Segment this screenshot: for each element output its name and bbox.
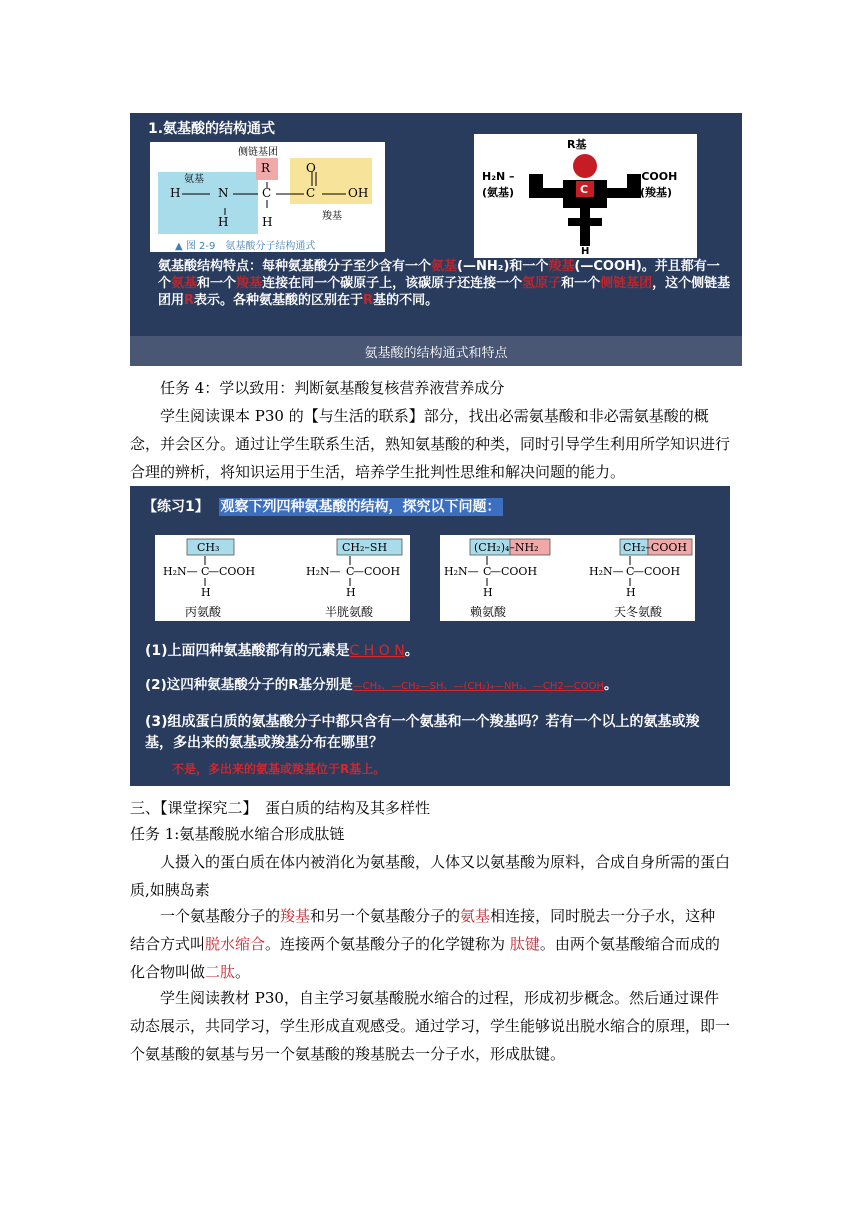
mol-4-c: C [626, 565, 635, 578]
mol-2-name: 半胱氨酸 [325, 605, 374, 619]
task4-paragraph: 学生阅读课本 P30 的【与生活的联系】部分，找出必需氨基酸和非必需氨基酸的概念，并会区分。通过让学生联系生活，熟知氨基酸的种类，同时引导学生利用所学知识进行合理的辨析，将知识运用于生活，培养学生批判性思维和解决问题的能力。 [130, 407, 731, 481]
mol-4-right: —COOH [633, 565, 681, 578]
feature-text: 氨基酸结构特点：每种氨基酸分子至少含有一个氨基(—NH₂)和一个羧基(—COOH)。并且都有一个氨基和一个羧基连接在同一个碳原子上，该碳原子还连接一个氢原子和一个侧链基团，这个侧链基团用R表示。各种氨基酸的区别在于R基的不同。 [158, 259, 731, 308]
exercise-title: 【练习1】 观察下列四种氨基酸的结构，探究以下问题： [143, 499, 501, 515]
mol-1-right: —COOH [208, 565, 256, 578]
mol-3-c: C [483, 565, 492, 578]
mol-1-name: 丙氨酸 [185, 605, 222, 619]
mol-4-h: H [626, 586, 636, 599]
section3-task1: 任务 1:氨基酸脱水缩合形成肽链 [130, 825, 345, 843]
mol-4-r: CH₂–COOH [623, 541, 687, 554]
mol-1-c: C [201, 565, 210, 578]
formula-r: R [261, 161, 271, 175]
mol-3-h: H [483, 586, 493, 599]
mol-4-name: 天冬氨酸 [614, 605, 663, 619]
robot-left-label-1: H₂N – [482, 170, 515, 183]
mol-3-right: —COOH [490, 565, 538, 578]
robot-r-label: R基 [567, 138, 587, 151]
side-chain-label: 侧链基团 [238, 147, 278, 158]
mol-2-r: CH₂–SH [342, 541, 388, 554]
mol-1-left: H₂N— [163, 565, 198, 578]
formula-h-n: H [218, 215, 229, 229]
mol-2-h: H [346, 586, 356, 599]
robot-right-label-1: – COOH [632, 170, 678, 183]
formula-h-c: H [262, 215, 273, 229]
question-1: (1)上面四种氨基酸都有的元素是C H O N。 [145, 643, 419, 659]
answer-3: 不是，多出来的氨基或羧基位于R基上。 [172, 762, 386, 776]
mol-1-h: H [201, 586, 211, 599]
task4-heading: 任务 4：学以致用：判断氨基酸复核营养液营养成分 [160, 379, 505, 397]
formula-h-left: H [170, 186, 181, 200]
robot-c: C [580, 183, 589, 196]
formula-n: N [218, 186, 229, 200]
slide-title: 1.氨基酸的结构通式 [148, 121, 276, 137]
section3-paragraph-2: 一个氨基酸分子的羧基和另一个氨基酸分子的氨基相连接，同时脱去一分子水，这种结合方式叫脱水缩合。连接两个氨基酸分子的化学键称为 肽键。由两个氨基酸缩合而成的化合物叫做二肽。 [130, 907, 720, 981]
figure-caption: ▲ 图 2-9 氨基酸分子结构通式 [175, 241, 316, 252]
amino-label: 氨基 [184, 174, 204, 185]
robot-right-label-2: (羧基) [640, 186, 673, 199]
question-3: (3)组成蛋白质的氨基酸分子中都只含有一个氨基和一个羧基吗？若有一个以上的氨基或羧基，多出来的氨基或羧基分布在哪里？ [145, 714, 700, 751]
mol-3-left: H₂N— [444, 565, 479, 578]
mol-3-r: (CH₂)₄–NH₂ [474, 541, 539, 554]
section3-paragraph-1: 人摄入的蛋白质在体内被消化为氨基酸，人体又以氨基酸为原料，合成自身所需的蛋白质,如胰岛素 [130, 853, 731, 899]
section3-heading: 三、【课堂探究二】 蛋白质的结构及其多样性 [130, 799, 431, 817]
carboxyl-label: 羧基 [322, 211, 342, 222]
question-2: (2)这四种氨基酸分子的R基分别是—CH₃、—CH₂—SH、—(CH₂)₄—NH₂、—CH2—COOH。 [145, 677, 618, 693]
robot-h: H [581, 246, 590, 257]
formula-oh: OH [348, 186, 369, 200]
mol-2-c: C [346, 565, 355, 578]
section3-paragraph-3: 学生阅读教材 P30，自主学习氨基酸脱水缩合的过程，形成初步概念。然后通过课件动态展示，共同学习，学生形成直观感受。通过学习，学生能够说出脱水缩合的原理，即一个氨基酸的氨基与另一个氨基酸的羧基脱去一分子水，形成肽键。 [130, 989, 731, 1063]
robot-left-label-2: (氨基) [482, 186, 515, 199]
formula-c1: C [262, 186, 272, 200]
mol-1-r: CH₃ [197, 541, 220, 554]
mol-3-name: 赖氨酸 [470, 605, 507, 619]
mol-2-left: H₂N— [306, 565, 341, 578]
formula-c2: C [306, 186, 316, 200]
formula-o: O [306, 161, 316, 175]
mol-4-left: H₂N— [589, 565, 624, 578]
slide-caption: 氨基酸的结构通式和特点 [364, 346, 508, 361]
mol-2-right: —COOH [353, 565, 401, 578]
